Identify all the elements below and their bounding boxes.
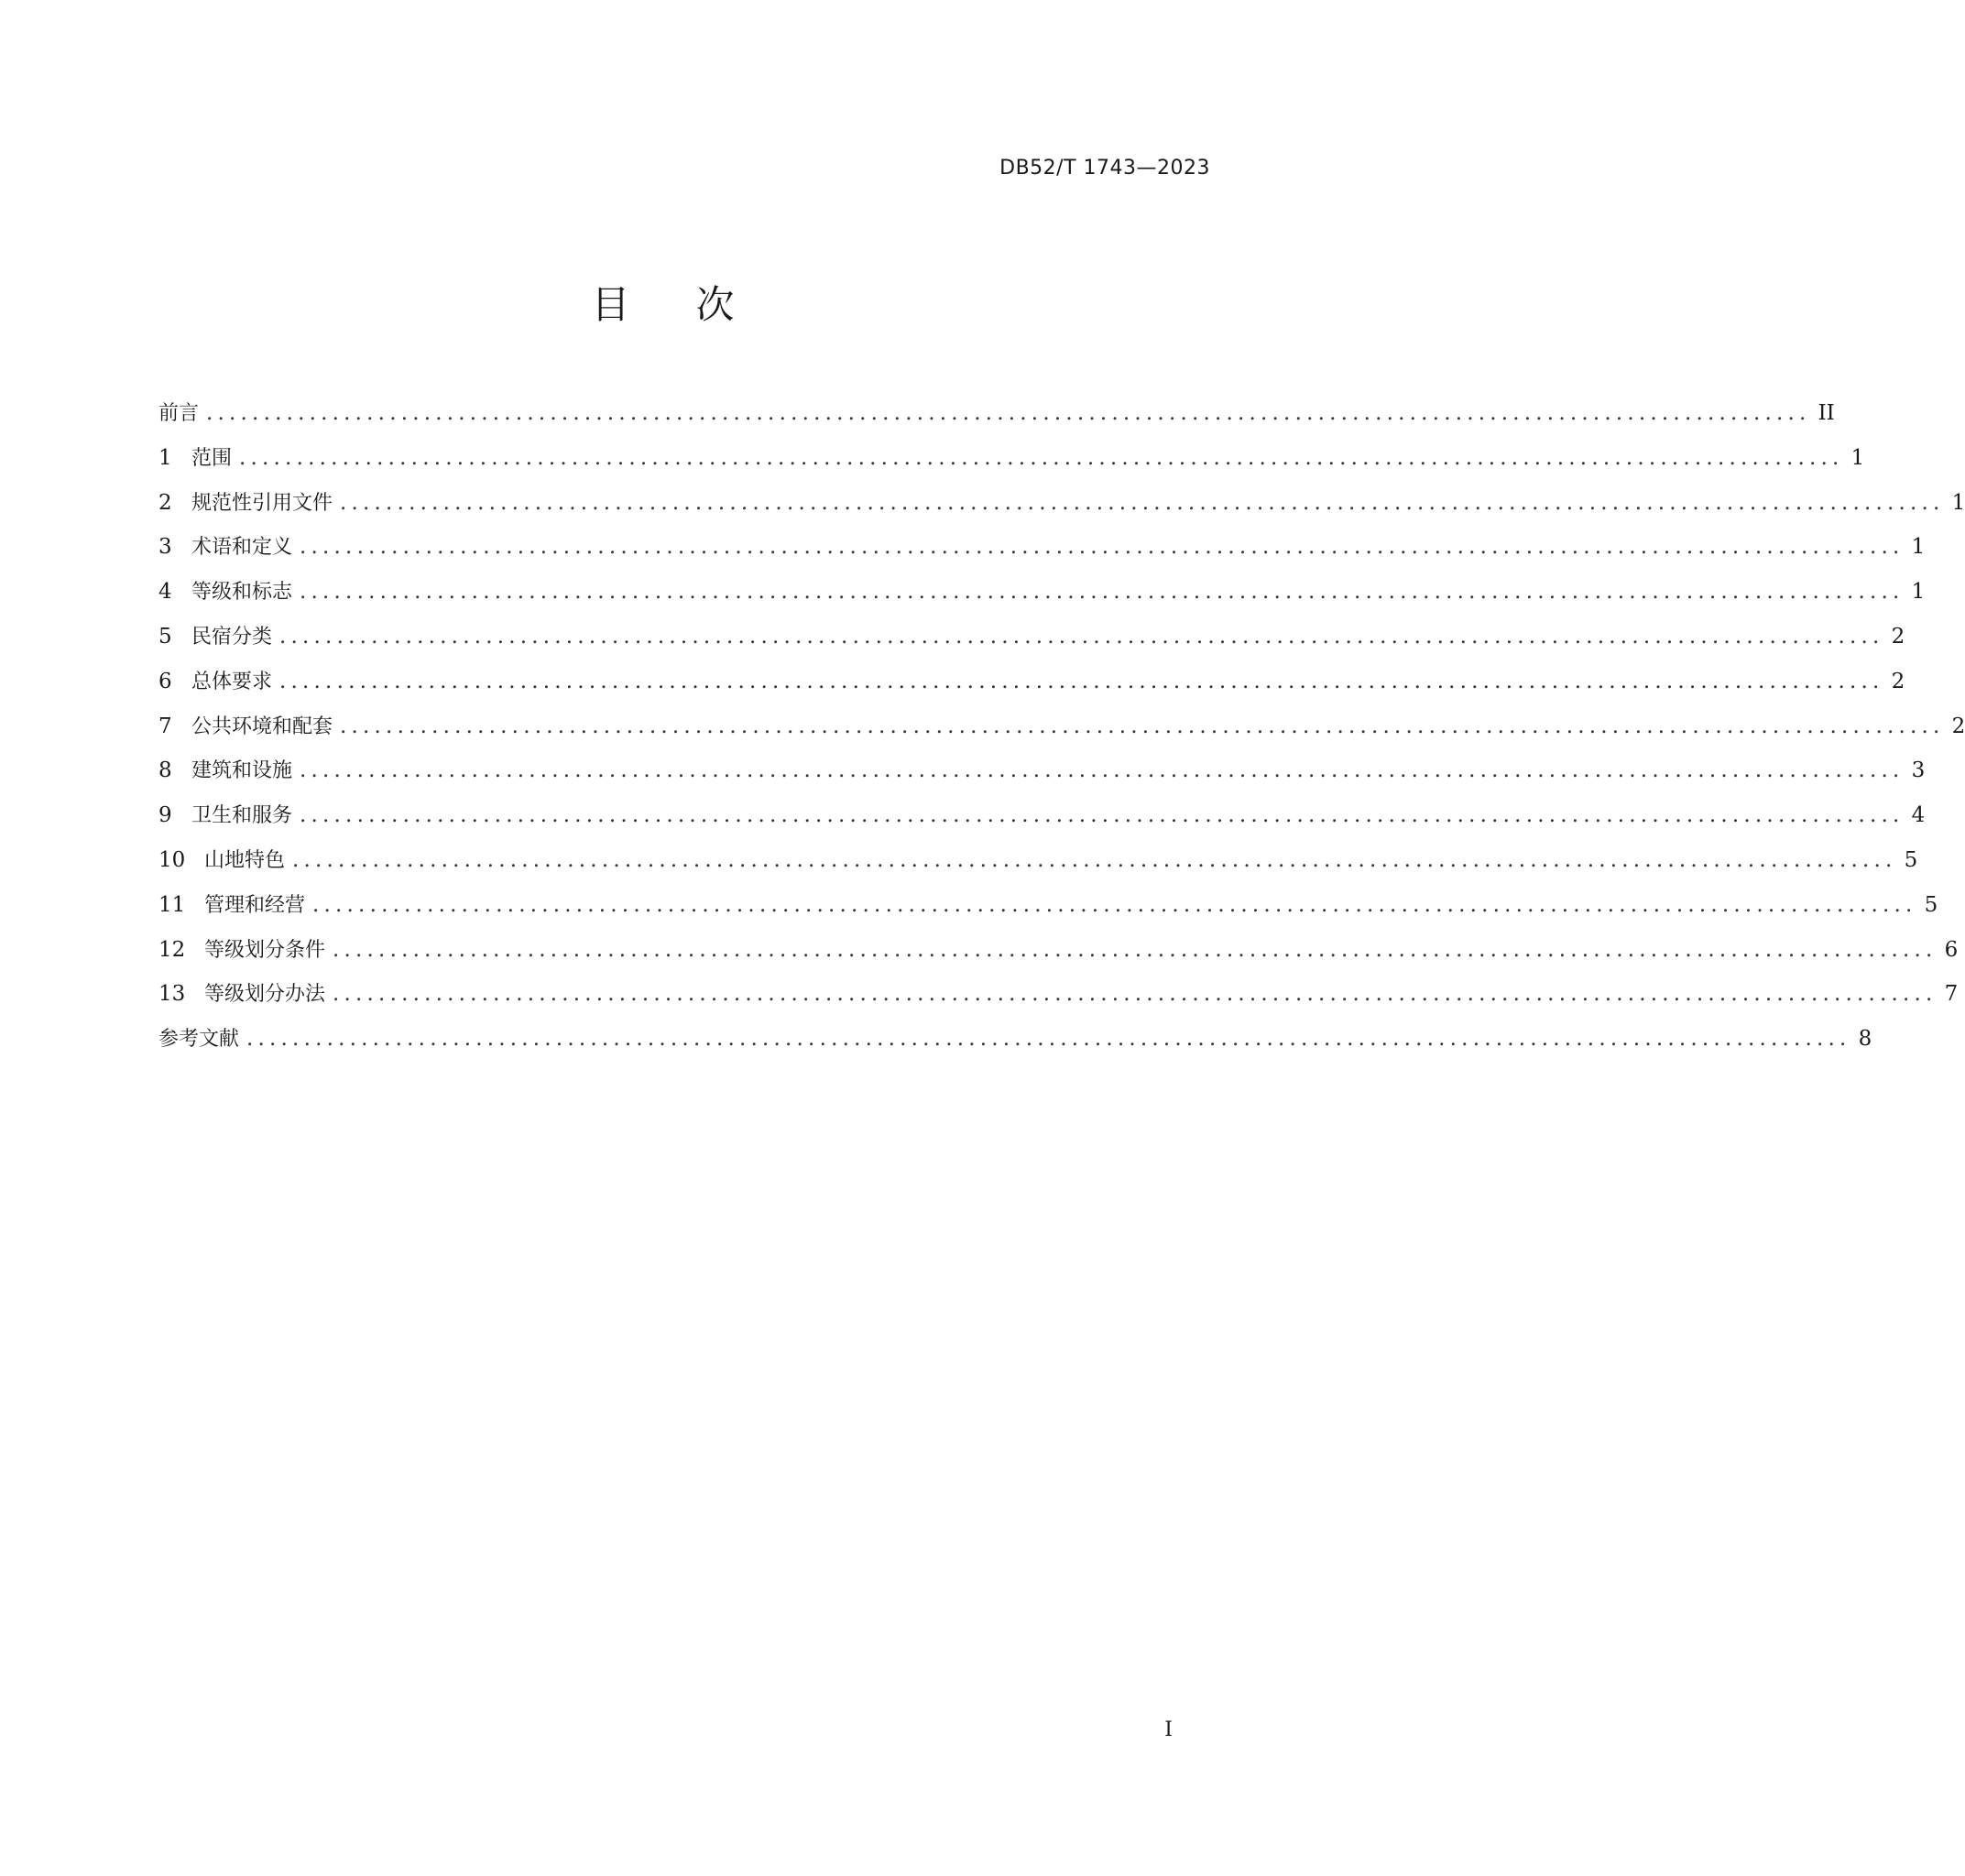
- toc-dot-leader: ............................................................................................................................................: [300, 803, 1905, 828]
- toc-entry[interactable]: [158, 846, 1918, 891]
- table-of-contents: [158, 399, 1965, 1070]
- toc-entry-number: 2: [158, 490, 172, 515]
- toc-entry-label: 山地特色: [204, 848, 286, 872]
- toc-entry[interactable]: [158, 980, 1959, 1025]
- toc-dot-leader: ............................................................................................................................................: [246, 1027, 1851, 1052]
- toc-entry-page: 5: [1924, 892, 1938, 917]
- document-code: DB52/T 1743—2023: [999, 157, 1210, 180]
- toc-dot-leader: ............................................................................................................................................: [340, 490, 1945, 515]
- toc-dot-leader: ............................................................................................................................................: [333, 982, 1938, 1007]
- toc-entry-page: 1: [1911, 535, 1926, 560]
- toc-entry[interactable]: [158, 578, 1926, 623]
- toc-entry[interactable]: [158, 444, 1865, 489]
- toc-entry-page: 2: [1951, 714, 1965, 738]
- toc-entry-page: 6: [1944, 937, 1959, 962]
- toc-entry-label: 管理和经营: [204, 893, 306, 917]
- toc-dot-leader: ............................................................................................................................................: [312, 892, 1917, 917]
- toc-entry-label: 范围: [191, 446, 233, 470]
- toc-dot-leader: ............................................................................................................................................: [300, 535, 1905, 560]
- toc-entry-number: 3: [158, 535, 172, 560]
- toc-entry-label: 公共环境和配套: [191, 714, 333, 738]
- toc-entry-label: 等级和标志: [191, 581, 293, 605]
- toc-entry-number: 10: [158, 847, 186, 872]
- toc-entry-number: 6: [158, 669, 172, 693]
- toc-dot-leader: ............................................................................................................................................: [279, 669, 1884, 693]
- toc-entry-label: 建筑和设施: [191, 759, 293, 783]
- toc-entry-number: 9: [158, 803, 172, 828]
- toc-entry-page: 2: [1891, 669, 1905, 693]
- toc-entry[interactable]: [158, 623, 1905, 668]
- toc-entry-page: 3: [1911, 758, 1926, 783]
- toc-entry[interactable]: [158, 936, 1959, 981]
- toc-entry-label: 等级划分办法: [204, 983, 326, 1007]
- toc-entry-number: 11: [158, 892, 186, 917]
- toc-dot-leader: ............................................................................................................................................: [300, 580, 1905, 605]
- toc-entry-number: 8: [158, 758, 172, 783]
- toc-entry-page: 8: [1858, 1027, 1872, 1052]
- toc-entry-page: 4: [1911, 803, 1926, 828]
- toc-entry-page: 2: [1891, 624, 1905, 649]
- toc-entry-number: 4: [158, 580, 172, 605]
- toc-entry[interactable]: [158, 489, 1965, 534]
- toc-entry[interactable]: [158, 399, 1835, 444]
- toc-dot-leader: ............................................................................................................................................: [340, 714, 1945, 738]
- toc-entry-page: II: [1818, 401, 1835, 425]
- toc-entry-label: 等级划分条件: [204, 938, 326, 962]
- toc-entry-number: 13: [158, 982, 186, 1007]
- toc-entry-label: 规范性引用文件: [191, 491, 333, 515]
- toc-entry-page: 1: [1951, 490, 1965, 515]
- toc-entry-label: 参考文献: [158, 1028, 240, 1052]
- toc-dot-leader: ............................................................................................................................................: [333, 937, 1938, 962]
- toc-entry[interactable]: [158, 757, 1926, 802]
- toc-dot-leader: ............................................................................................................................................: [300, 758, 1905, 783]
- page-title: 目次: [591, 282, 801, 327]
- toc-entry-number: 12: [158, 937, 186, 962]
- toc-entry[interactable]: [158, 713, 1965, 758]
- toc-entry-label: 前言: [158, 402, 200, 425]
- toc-dot-leader: ............................................................................................................................................: [206, 401, 1811, 425]
- toc-entry-label: 民宿分类: [191, 625, 273, 649]
- toc-entry-page: 1: [1850, 445, 1865, 470]
- toc-entry-number: 5: [158, 624, 172, 649]
- toc-dot-leader: ............................................................................................................................................: [279, 624, 1884, 649]
- toc-entry-number: 7: [158, 714, 172, 738]
- toc-entry[interactable]: [158, 1025, 1872, 1070]
- toc-entry-label: 总体要求: [191, 670, 273, 693]
- toc-entry-label: 术语和定义: [191, 536, 293, 560]
- page-number: I: [1164, 1718, 1173, 1741]
- toc-entry[interactable]: [158, 802, 1926, 846]
- toc-entry-label: 卫生和服务: [191, 804, 293, 828]
- toc-entry[interactable]: [158, 668, 1905, 713]
- toc-entry-page: 5: [1904, 847, 1918, 872]
- toc-entry[interactable]: [158, 891, 1938, 936]
- toc-dot-leader: ............................................................................................................................................: [292, 847, 1897, 872]
- toc-dot-leader: ............................................................................................................................................: [239, 445, 1844, 470]
- toc-entry-page: 7: [1944, 982, 1959, 1007]
- toc-entry-page: 1: [1911, 580, 1926, 605]
- toc-entry[interactable]: [158, 533, 1926, 578]
- toc-entry-number: 1: [158, 445, 172, 470]
